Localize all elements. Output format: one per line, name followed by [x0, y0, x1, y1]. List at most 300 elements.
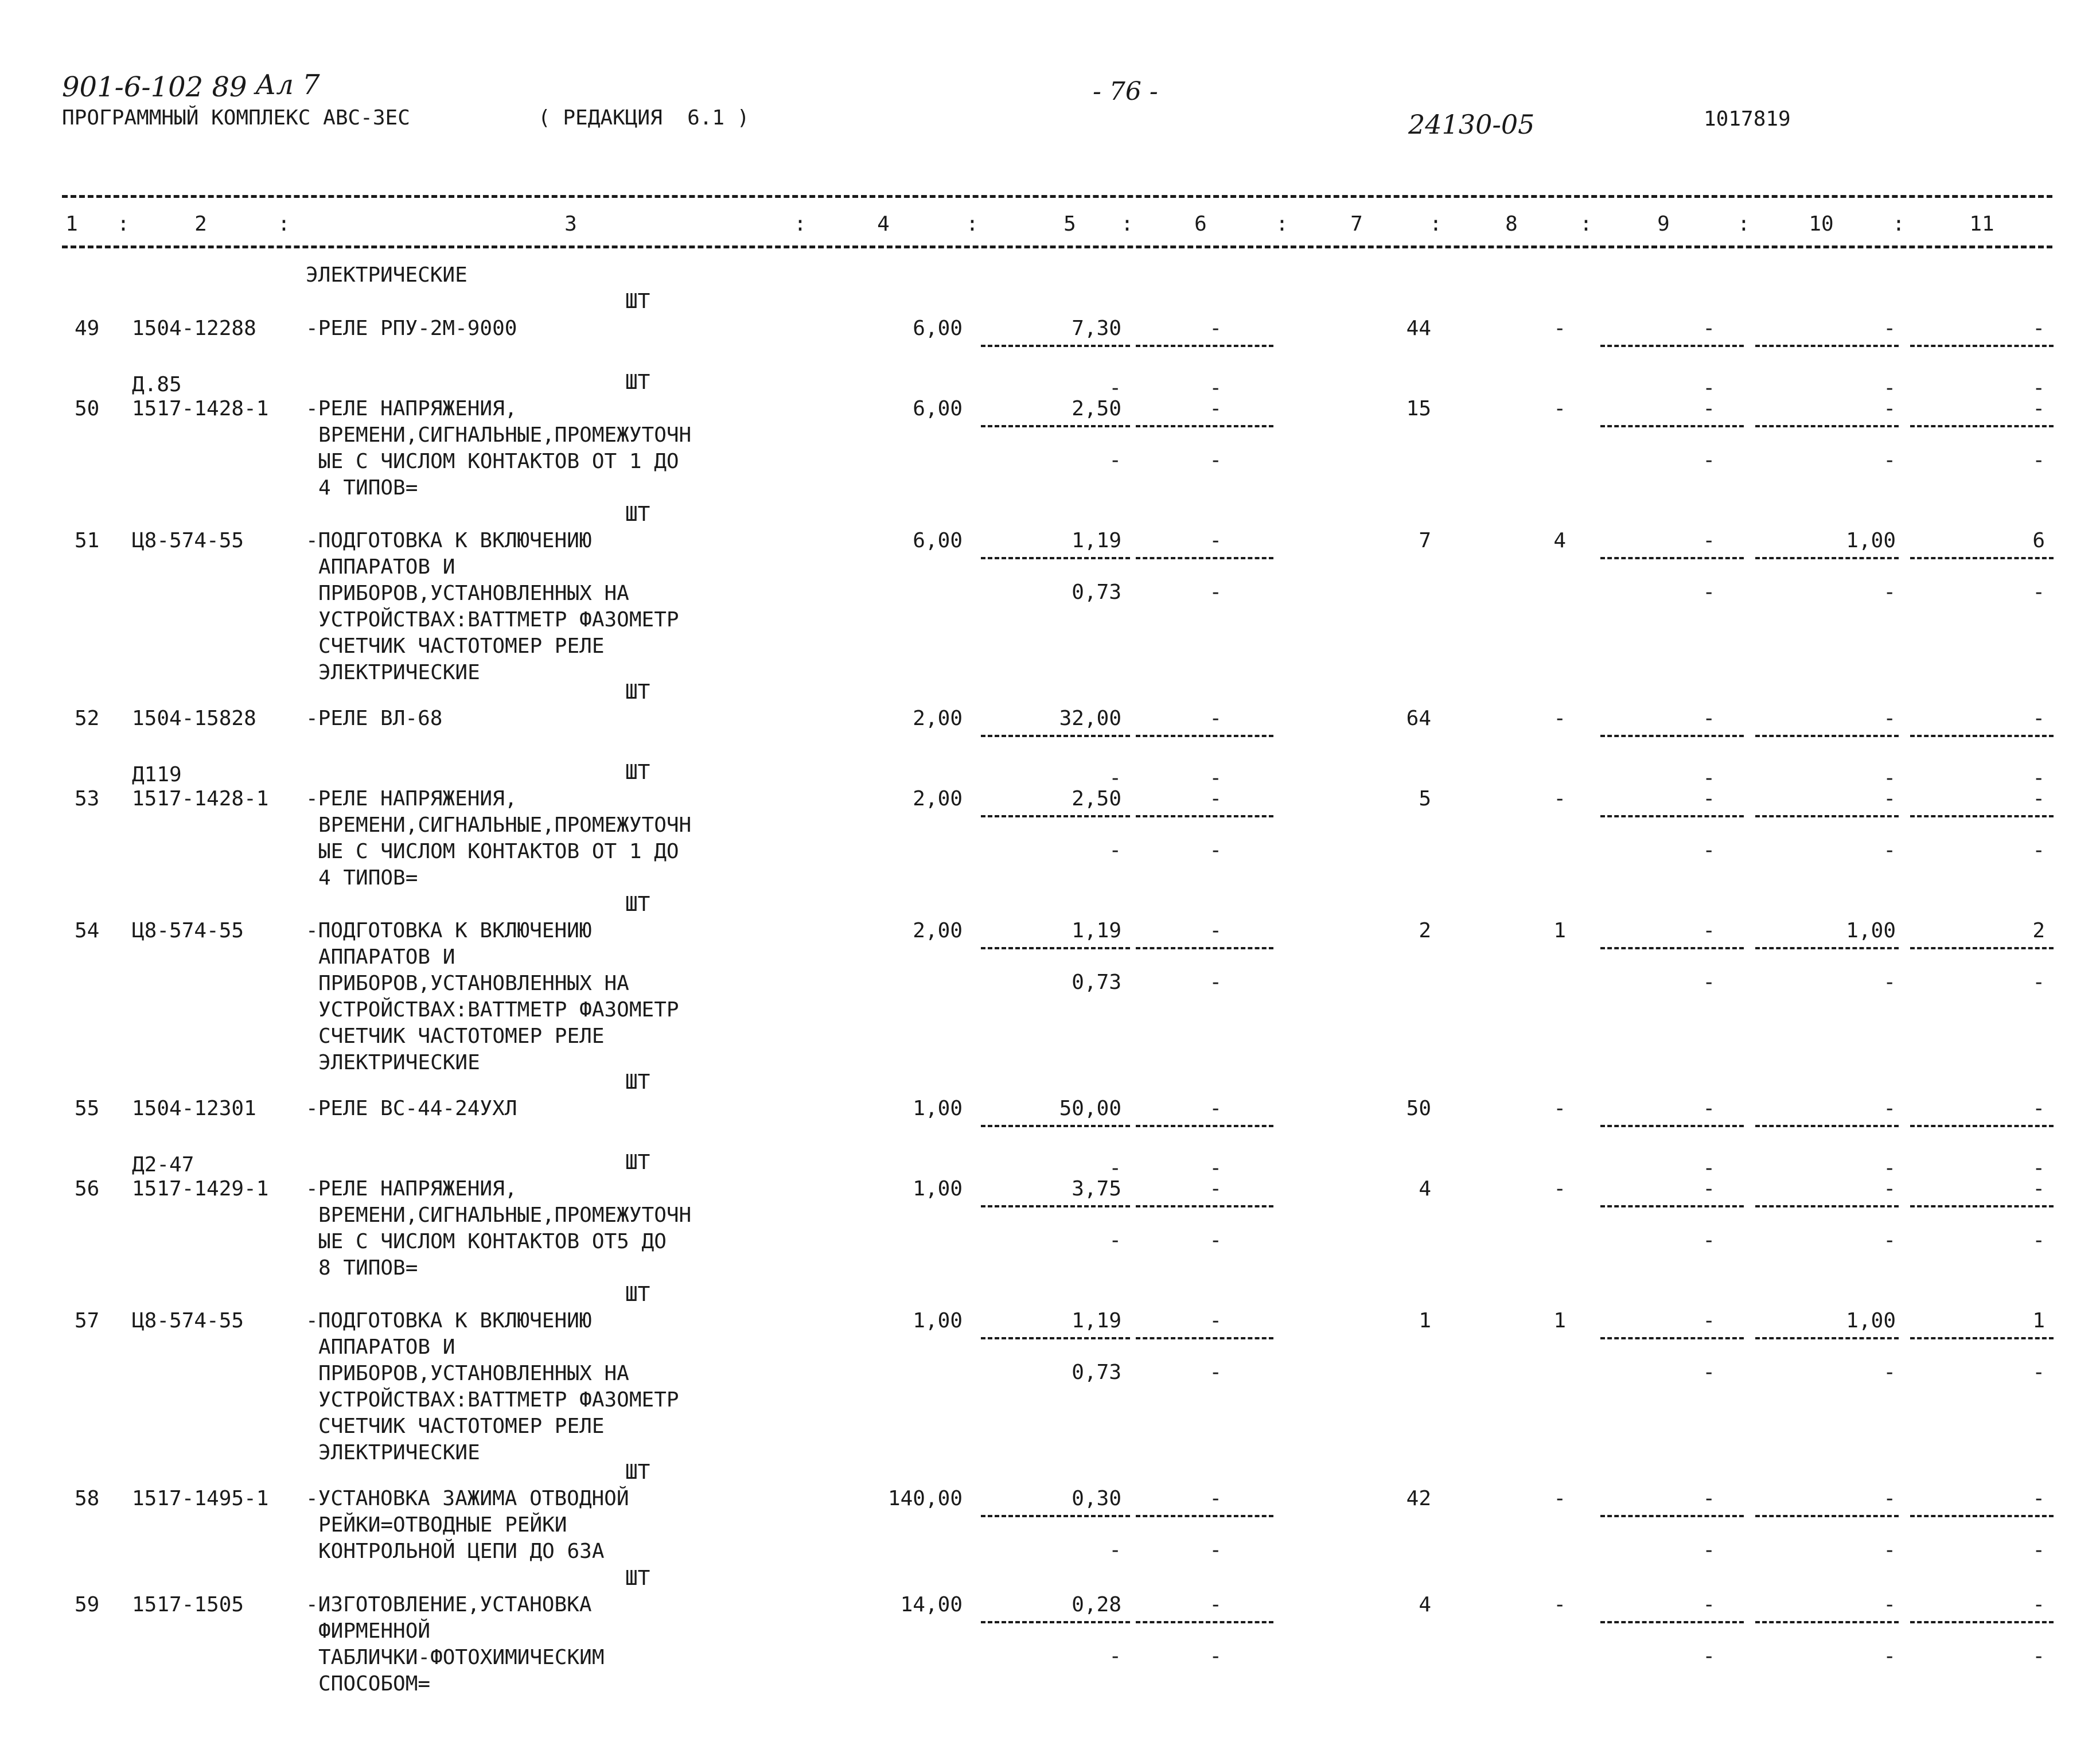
cell-c5: 1,19: [1072, 529, 1121, 552]
cell-c11: -: [2032, 1593, 2045, 1616]
cell-c5: 32,00: [1059, 707, 1121, 730]
cell-c4: 2,00: [913, 707, 963, 730]
cell-c10: 1,00: [1846, 529, 1896, 552]
album-mark: Ал 7: [255, 69, 320, 101]
unit-label: ШТ: [625, 502, 650, 526]
cell-c11: -: [2032, 707, 2045, 730]
cell-c9-lower: -: [1702, 1229, 1715, 1252]
cell-separator: [981, 735, 1130, 737]
cell-c7: 1: [1419, 1309, 1431, 1333]
cell-c11-upper: -: [2032, 1156, 2045, 1180]
cell-c10-lower: -: [1883, 1538, 1896, 1562]
cell-c6-lower: -: [1209, 1229, 1222, 1252]
row-description-line: УСТРОЙСТВАХ:ВАТТМЕТР ФАЗОМЕТР: [318, 1388, 679, 1412]
row-number: 59: [75, 1593, 100, 1616]
cell-c9-upper: -: [1702, 766, 1715, 790]
cell-separator: [981, 345, 1130, 347]
unit-label: ШТ: [625, 1070, 650, 1094]
cell-separator: [1910, 947, 2054, 949]
row-code: 1504-12301: [132, 1097, 256, 1120]
cell-c5-lower: -: [1109, 449, 1121, 472]
col-sep: :: [1429, 212, 1442, 236]
cell-c11: -: [2032, 317, 2045, 340]
row-description-line: -РЕЛЕ РПУ-2М-9000: [306, 317, 517, 340]
cell-c11: -: [2032, 1097, 2045, 1120]
row-description-line: ПРИБОРОВ,УСТАНОВЛЕННЫХ НА: [318, 582, 629, 605]
unit-label: ШТ: [625, 1283, 650, 1306]
row-description-line: -РЕЛЕ НАПРЯЖЕНИЯ,: [306, 397, 517, 420]
cell-c7: 42: [1406, 1487, 1431, 1510]
cell-c6-lower: -: [1209, 449, 1222, 472]
cell-separator: [1600, 735, 1744, 737]
cell-separator: [1136, 1515, 1273, 1517]
cell-c6: -: [1209, 1487, 1222, 1510]
row-code: 1517-1428-1: [132, 397, 269, 420]
row-number: 49: [75, 317, 100, 340]
cell-c9: -: [1702, 1593, 1715, 1616]
cell-separator: [1755, 815, 1899, 817]
row-number: 54: [75, 919, 100, 942]
header-rule-top: [62, 195, 2052, 198]
col-head-5: 5: [1063, 212, 1076, 236]
cell-c9: -: [1702, 1309, 1715, 1333]
cell-separator: [1136, 1337, 1273, 1339]
cell-c5-lower: 0,73: [1072, 580, 1121, 604]
cell-c4: 1,00: [913, 1097, 963, 1120]
unit-label: ШТ: [625, 680, 650, 704]
col-head-2: 2: [194, 212, 207, 236]
col-head-8: 8: [1505, 212, 1518, 236]
cell-c10-upper: -: [1883, 766, 1896, 790]
cell-separator: [1136, 345, 1273, 347]
cell-separator: [1755, 1621, 1899, 1623]
cell-c6-lower: -: [1209, 839, 1222, 862]
cell-separator: [1600, 815, 1744, 817]
cell-c10-lower: -: [1883, 1229, 1896, 1252]
cell-c11: -: [2032, 1487, 2045, 1510]
cell-c9-upper: -: [1702, 1156, 1715, 1180]
cell-c11: -: [2032, 1177, 2045, 1201]
cell-c6: -: [1209, 1593, 1222, 1616]
cell-c9-lower: -: [1702, 1361, 1715, 1384]
page-number: - 76 -: [1093, 77, 1158, 106]
cell-separator: [1136, 1621, 1273, 1623]
cell-c11-lower: -: [2032, 580, 2045, 604]
cell-c5-lower: -: [1109, 1538, 1121, 1562]
row-number: 55: [75, 1097, 100, 1120]
cell-c7: 44: [1406, 317, 1431, 340]
cell-separator: [981, 815, 1130, 817]
row-description-line: 4 ТИПОВ=: [318, 866, 418, 890]
cell-c11: -: [2032, 397, 2045, 420]
row-description-line: СПОСОБОМ=: [318, 1672, 431, 1696]
cell-separator: [981, 425, 1130, 427]
cell-separator: [1910, 1621, 2054, 1623]
cell-c5-lower: -: [1109, 1229, 1121, 1252]
cell-c5-lower: 0,73: [1072, 971, 1121, 994]
cell-c4: 6,00: [913, 529, 963, 552]
row-number: 58: [75, 1487, 100, 1510]
cell-separator: [1910, 1515, 2054, 1517]
unit-label: ШТ: [625, 290, 650, 313]
cell-c11: 6: [2032, 529, 2045, 552]
cell-c5-lower: 0,73: [1072, 1361, 1121, 1384]
cell-c5-lower: -: [1109, 839, 1121, 862]
cell-c8: 1: [1553, 919, 1566, 942]
cell-separator: [1600, 1621, 1744, 1623]
row-description-line: ФИРМЕННОЙ: [318, 1619, 431, 1643]
cell-c6: -: [1209, 1309, 1222, 1333]
cell-c11-lower: -: [2032, 971, 2045, 994]
cell-separator: [1910, 1337, 2054, 1339]
cell-c7: 64: [1406, 707, 1431, 730]
row-description-line: ЭЛЕКТРИЧЕСКИЕ: [318, 661, 480, 684]
cell-separator: [981, 1621, 1130, 1623]
cell-c4: 14,00: [900, 1593, 963, 1616]
cell-c4: 6,00: [913, 397, 963, 420]
cell-separator: [981, 1125, 1130, 1127]
cell-c5-upper: -: [1109, 1156, 1121, 1180]
row-description-line: УСТРОЙСТВАХ:ВАТТМЕТР ФАЗОМЕТР: [318, 608, 679, 632]
row-description-line: ТАБЛИЧКИ-ФОТОХИМИЧЕСКИМ: [318, 1646, 605, 1669]
cell-separator: [1755, 557, 1899, 559]
col-head-4: 4: [877, 212, 890, 236]
cell-c7: 4: [1419, 1593, 1431, 1616]
cell-separator: [1136, 425, 1273, 427]
cell-c11-lower: -: [2032, 1645, 2045, 1668]
col-head-6: 6: [1194, 212, 1207, 236]
row-code: 1517-1428-1: [132, 787, 269, 811]
cell-separator: [1910, 1205, 2054, 1207]
row-description-line: -ИЗГОТОВЛЕНИЕ,УСТАНОВКА: [306, 1593, 592, 1616]
cell-c5-upper: -: [1109, 766, 1121, 790]
cell-c8: -: [1553, 787, 1566, 811]
cell-c7: 50: [1406, 1097, 1431, 1120]
cell-c9-lower: -: [1702, 839, 1715, 862]
row-code: 1517-1429-1: [132, 1177, 269, 1201]
cell-c9: -: [1702, 1487, 1715, 1510]
cell-c4: 1,00: [913, 1177, 963, 1201]
cell-c8: 1: [1553, 1309, 1566, 1333]
carry-over-text: ЭЛЕКТРИЧЕСКИЕ: [306, 263, 467, 287]
cell-c8: -: [1553, 397, 1566, 420]
cell-separator: [1136, 735, 1273, 737]
cell-c7: 4: [1419, 1177, 1431, 1201]
row-description-line: ВРЕМЕНИ,СИГНАЛЬНЫЕ,ПРОМЕЖУТОЧН: [318, 813, 692, 837]
col-sep: :: [1276, 212, 1288, 236]
cell-separator: [1755, 425, 1899, 427]
cell-c6-lower: -: [1209, 1645, 1222, 1668]
cell-c5-lower: -: [1109, 1645, 1121, 1668]
cell-c8: -: [1553, 707, 1566, 730]
cell-c5: 2,50: [1072, 397, 1121, 420]
cell-separator: [1755, 1205, 1899, 1207]
cell-separator: [981, 1205, 1130, 1207]
row-description-line: ПРИБОРОВ,УСТАНОВЛЕННЫХ НА: [318, 1362, 629, 1385]
cell-c8: -: [1553, 1487, 1566, 1510]
cell-c10-lower: -: [1883, 839, 1896, 862]
row-description-line: СЧЕТЧИК ЧАСТОТОМЕР РЕЛЕ: [318, 1024, 605, 1048]
row-description-line: АППАРАТОВ И: [318, 945, 455, 969]
col-sep: :: [1737, 212, 1750, 236]
cell-separator: [1600, 425, 1744, 427]
cell-c6-upper: -: [1209, 766, 1222, 790]
unit-label: ШТ: [625, 1151, 650, 1174]
cell-separator: [1910, 735, 2054, 737]
row-description-line: -РЕЛЕ ВС-44-24УХЛ: [306, 1097, 517, 1120]
row-description-line: ВРЕМЕНИ,СИГНАЛЬНЫЕ,ПРОМЕЖУТОЧН: [318, 1203, 692, 1227]
row-number: 51: [75, 529, 100, 552]
row-number: 52: [75, 707, 100, 730]
cell-c6: -: [1209, 529, 1222, 552]
cell-c6: -: [1209, 919, 1222, 942]
header-rule-bottom: [62, 246, 2052, 248]
row-description-line: -ПОДГОТОВКА К ВКЛЮЧЕНИЮ: [306, 1309, 592, 1333]
cell-c9-lower: -: [1702, 1538, 1715, 1562]
cell-separator: [1600, 1337, 1744, 1339]
cell-c9: -: [1702, 317, 1715, 340]
cell-c9: -: [1702, 397, 1715, 420]
row-code: 1504-12288: [132, 317, 256, 340]
cell-c9: -: [1702, 787, 1715, 811]
cell-c6: -: [1209, 317, 1222, 340]
cell-c10-lower: -: [1883, 971, 1896, 994]
cell-c5: 7,30: [1072, 317, 1121, 340]
cell-c6-upper: -: [1209, 1156, 1222, 1180]
cell-separator: [1910, 815, 2054, 817]
cell-separator: [1600, 557, 1744, 559]
cell-c10: 1,00: [1846, 1309, 1896, 1333]
row-code: 1504-15828: [132, 707, 256, 730]
unit-label: ШТ: [625, 371, 650, 394]
row-number: 56: [75, 1177, 100, 1201]
unit-label: ШТ: [625, 1567, 650, 1590]
cell-separator: [1136, 1205, 1273, 1207]
cell-c9-lower: -: [1702, 1645, 1715, 1668]
cell-c10: -: [1883, 317, 1896, 340]
row-code: Ц8-574-55: [132, 529, 244, 552]
cell-c11-upper: -: [2032, 766, 2045, 790]
row-description-line: ВРЕМЕНИ,СИГНАЛЬНЫЕ,ПРОМЕЖУТОЧН: [318, 423, 692, 447]
row-description-line: КОНТРОЛЬНОЙ ЦЕПИ ДО 63А: [318, 1540, 605, 1563]
cell-c4: 140,00: [887, 1487, 963, 1510]
cell-separator: [1910, 345, 2054, 347]
cell-c4: 6,00: [913, 317, 963, 340]
cell-c5: 1,19: [1072, 919, 1121, 942]
cell-c7: 5: [1419, 787, 1431, 811]
cell-separator: [981, 1337, 1130, 1339]
cell-c9-lower: -: [1702, 971, 1715, 994]
doc-number: 901-6-102 89: [62, 71, 247, 103]
cell-c5: 50,00: [1059, 1097, 1121, 1120]
cell-c6-lower: -: [1209, 1361, 1222, 1384]
row-description-line: АППАРАТОВ И: [318, 1335, 455, 1359]
row-description-line: ПРИБОРОВ,УСТАНОВЛЕННЫХ НА: [318, 972, 629, 995]
row-description-line: -РЕЛЕ НАПРЯЖЕНИЯ,: [306, 787, 517, 811]
row-code: 1517-1505: [132, 1593, 244, 1616]
cell-separator: [1755, 735, 1899, 737]
edition-label: ( РЕДАКЦИЯ 6.1 ): [538, 106, 750, 130]
cell-c11-lower: -: [2032, 1229, 2045, 1252]
cell-c7: 2: [1419, 919, 1431, 942]
cell-c8: -: [1553, 1097, 1566, 1120]
cell-separator: [1600, 947, 1744, 949]
cell-separator: [1755, 345, 1899, 347]
cell-separator: [981, 1515, 1130, 1517]
cell-c5: 1,19: [1072, 1309, 1121, 1333]
unit-label: ШТ: [625, 1460, 650, 1484]
cell-separator: [1755, 1337, 1899, 1339]
row-code: Ц8-574-55: [132, 919, 244, 942]
cell-separator: [1755, 1515, 1899, 1517]
cell-c8: -: [1553, 1177, 1566, 1201]
cell-c9: -: [1702, 1097, 1715, 1120]
cell-c10: -: [1883, 707, 1896, 730]
cell-separator: [1755, 1125, 1899, 1127]
row-prefix: Д119: [132, 763, 182, 786]
cell-separator: [1600, 345, 1744, 347]
col-sep: :: [278, 212, 290, 236]
cell-c10: -: [1883, 1097, 1896, 1120]
cell-c10-lower: -: [1883, 449, 1896, 472]
cell-c10: -: [1883, 1593, 1896, 1616]
cell-c9: -: [1702, 919, 1715, 942]
cell-separator: [1136, 815, 1273, 817]
row-description-line: РЕЙКИ=ОТВОДНЫЕ РЕЙКИ: [318, 1513, 567, 1537]
cell-c5-upper: -: [1109, 376, 1121, 400]
cell-c11-lower: -: [2032, 1538, 2045, 1562]
col-sep: :: [117, 212, 130, 236]
cell-c5: 0,30: [1072, 1487, 1121, 1510]
cell-separator: [1136, 947, 1273, 949]
cell-c5: 3,75: [1072, 1177, 1121, 1201]
cell-c8: 4: [1553, 529, 1566, 552]
row-description-line: 4 ТИПОВ=: [318, 476, 418, 500]
cell-separator: [1755, 947, 1899, 949]
col-head-1: 1: [65, 212, 78, 236]
col-sep: :: [1892, 212, 1905, 236]
cell-c11-lower: -: [2032, 449, 2045, 472]
cell-c6: -: [1209, 707, 1222, 730]
row-code: Ц8-574-55: [132, 1309, 244, 1333]
row-description-line: СЧЕТЧИК ЧАСТОТОМЕР РЕЛЕ: [318, 634, 605, 658]
cell-c11-upper: -: [2032, 376, 2045, 400]
cell-c6-upper: -: [1209, 376, 1222, 400]
cell-c10: -: [1883, 397, 1896, 420]
cell-c9-upper: -: [1702, 376, 1715, 400]
cell-c11: 2: [2032, 919, 2045, 942]
cell-c10-lower: -: [1883, 580, 1896, 604]
cell-c10: 1,00: [1846, 919, 1896, 942]
row-description-line: -ПОДГОТОВКА К ВКЛЮЧЕНИЮ: [306, 919, 592, 942]
cell-separator: [1136, 1125, 1273, 1127]
col-head-3: 3: [564, 212, 577, 236]
cell-separator: [1910, 557, 2054, 559]
cell-c11: -: [2032, 787, 2045, 811]
cell-c9-lower: -: [1702, 449, 1715, 472]
cell-c10: -: [1883, 1487, 1896, 1510]
cell-c11: 1: [2032, 1309, 2045, 1333]
cell-c8: -: [1553, 317, 1566, 340]
unit-label: ШТ: [625, 761, 650, 784]
cell-c10: -: [1883, 787, 1896, 811]
cell-c10: -: [1883, 1177, 1896, 1201]
cell-separator: [981, 947, 1130, 949]
row-prefix: Д2-47: [132, 1153, 194, 1176]
row-number: 53: [75, 787, 100, 811]
row-description-line: ЫЕ С ЧИСЛОМ КОНТАКТОВ ОТ 1 ДО: [318, 840, 679, 863]
cell-separator: [981, 557, 1130, 559]
row-description-line: ЫЕ С ЧИСЛОМ КОНТАКТОВ ОТ 1 ДО: [318, 450, 679, 473]
unit-label: ШТ: [625, 893, 650, 916]
cell-c6-lower: -: [1209, 1538, 1222, 1562]
row-description-line: -РЕЛЕ НАПРЯЖЕНИЯ,: [306, 1177, 517, 1201]
cell-c6: -: [1209, 397, 1222, 420]
cell-c5: 0,28: [1072, 1593, 1121, 1616]
row-description-line: УСТРОЙСТВАХ:ВАТТМЕТР ФАЗОМЕТР: [318, 998, 679, 1022]
cell-c6-lower: -: [1209, 971, 1222, 994]
row-description-line: АППАРАТОВ И: [318, 555, 455, 579]
col-sep: :: [966, 212, 979, 236]
cell-c10-upper: -: [1883, 1156, 1896, 1180]
cell-c10-lower: -: [1883, 1361, 1896, 1384]
cell-c6: -: [1209, 787, 1222, 811]
col-sep: :: [794, 212, 807, 236]
row-description-line: -УСТАНОВКА ЗАЖИМА ОТВОДНОЙ: [306, 1487, 629, 1510]
cell-separator: [1600, 1205, 1744, 1207]
row-description-line: -РЕЛЕ ВЛ-68: [306, 707, 443, 730]
cell-c10-lower: -: [1883, 1645, 1896, 1668]
row-description-line: ЭЛЕКТРИЧЕСКИЕ: [318, 1441, 480, 1464]
row-code: 1517-1495-1: [132, 1487, 269, 1510]
col-head-11: 11: [1969, 212, 1994, 236]
row-description-line: 8 ТИПОВ=: [318, 1256, 418, 1280]
row-description-line: ЭЛЕКТРИЧЕСКИЕ: [318, 1051, 480, 1074]
cell-c4: 2,00: [913, 919, 963, 942]
row-description-line: СЧЕТЧИК ЧАСТОТОМЕР РЕЛЕ: [318, 1415, 605, 1438]
row-number: 50: [75, 397, 100, 420]
cell-c11-lower: -: [2032, 839, 2045, 862]
cell-c10-upper: -: [1883, 376, 1896, 400]
program-title: ПРОГРАММНЫЙ КОМПЛЕКС АВС-ЗЕС: [62, 106, 410, 130]
col-head-10: 10: [1809, 212, 1834, 236]
cell-c9: -: [1702, 1177, 1715, 1201]
col-sep: :: [1580, 212, 1592, 236]
cell-separator: [1136, 557, 1273, 559]
cell-c11-lower: -: [2032, 1361, 2045, 1384]
doc-code: 24130-05: [1408, 109, 1535, 140]
cell-c4: 2,00: [913, 787, 963, 811]
cell-c9: -: [1702, 529, 1715, 552]
serial-number: 1017819: [1704, 107, 1791, 131]
col-sep: :: [1121, 212, 1133, 236]
row-description-line: -ПОДГОТОВКА К ВКЛЮЧЕНИЮ: [306, 529, 592, 552]
cell-c6: -: [1209, 1177, 1222, 1201]
row-prefix: Д.85: [132, 373, 182, 396]
row-number: 57: [75, 1309, 100, 1333]
col-head-7: 7: [1350, 212, 1363, 236]
cell-c5: 2,50: [1072, 787, 1121, 811]
cell-c8: -: [1553, 1593, 1566, 1616]
row-description-line: ЫЕ С ЧИСЛОМ КОНТАКТОВ ОТ5 ДО: [318, 1230, 667, 1253]
cell-c7: 15: [1406, 397, 1431, 420]
cell-c9: -: [1702, 707, 1715, 730]
col-head-9: 9: [1657, 212, 1670, 236]
cell-separator: [1600, 1515, 1744, 1517]
cell-c7: 7: [1419, 529, 1431, 552]
cell-c9-lower: -: [1702, 580, 1715, 604]
cell-separator: [1910, 425, 2054, 427]
